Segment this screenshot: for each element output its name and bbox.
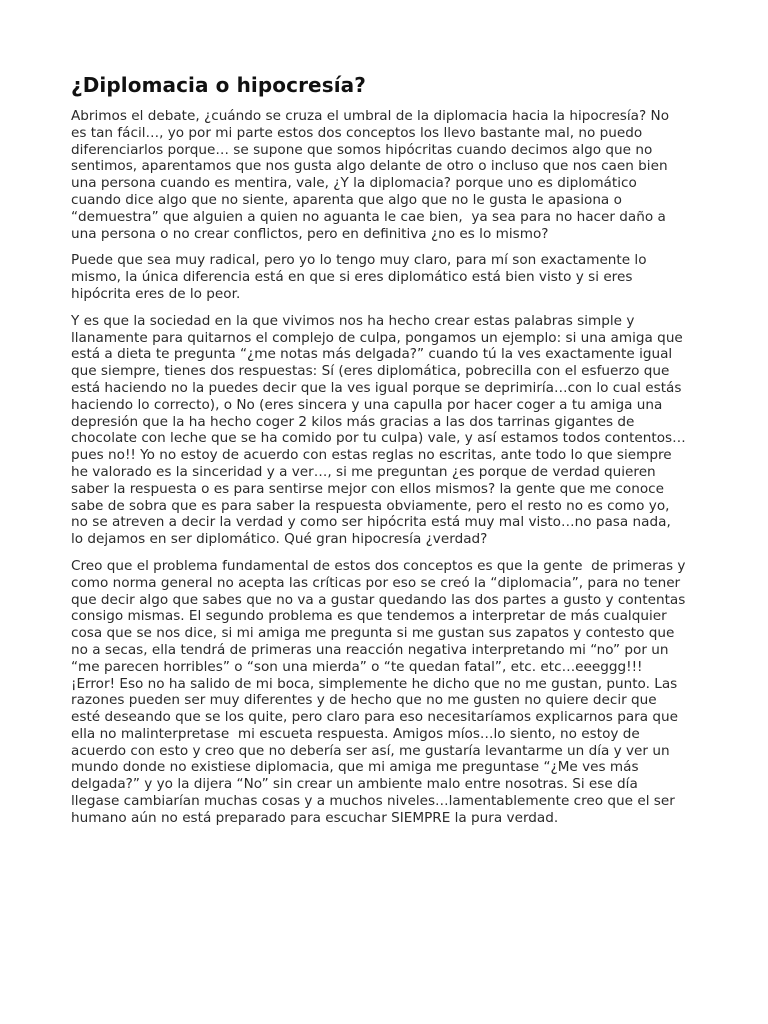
text-line: pues no!! Yo no estoy de acuerdo con estas reglas no escritas, ante todo lo que siempre <box>71 447 672 464</box>
text-line: depresión que la ha hecho coger 2 kilos más gracias a las dos tarrinas gigantes de <box>71 413 635 430</box>
text-line: está haciendo no la puedes decir que la ves igual porque se deprimiría…con lo cual estás <box>71 379 682 396</box>
text-line: una persona cuando es mentira, vale, ¿Y la diplomacia? porque uno es diplomático <box>71 175 637 192</box>
text-line: cosa que se nos dice, si mi amiga me pregunta si me gustan sus zapatos y contesto que <box>71 625 675 642</box>
text-line: mismo, la única diferencia está en que si eres diplomático está bien visto y si eres <box>71 269 633 286</box>
text-line: hipócrita eres de lo peor. <box>71 285 241 302</box>
text-line: sentimos, aparentamos que nos gusta algo delante de otro o incluso que nos caen bien <box>71 158 668 175</box>
text-line: sabe de sobra que es para saber la respuesta obviamente, pero el resto no es como yo, <box>71 497 670 514</box>
text-line: Y es que la sociedad en la que vivimos nos ha hecho crear estas palabras simple y <box>71 312 635 329</box>
text-line: haciendo lo correcto), o No (eres sincera y una capulla por hacer coger a tu amiga una <box>71 396 663 413</box>
text-line: “demuestra” que alguien a quien no aguanta le cae bien, ya sea para no hacer daño a <box>71 208 666 225</box>
text-line: he valorado es la sinceridad y a ver…, si me preguntan ¿es porque de verdad quieren <box>71 463 656 480</box>
text-line: ella no malinterpretase mi escueta respuesta. Amigos míos…lo siento, no estoy de <box>71 725 640 742</box>
text-line: diferenciarlos porque… se supone que somos hipócritas cuando decimos algo que no <box>71 141 653 158</box>
text-line: es tan fácil…, yo por mi parte estos dos conceptos los llevo bastante mal, no puedo <box>71 124 643 141</box>
text-line: “me parecen horribles” o “son una mierda” o “te quedan fatal”, etc. etc…eeeggg!!! <box>71 658 643 675</box>
paragraph-2 <box>71 252 708 302</box>
text-line: chocolate con leche que se ha comido por tu culpa) vale, y así estamos todos contentos… <box>71 430 686 447</box>
text-line: que siempre, tienes dos respuestas: Sí (eres diplomática, pobrecilla con el esfuerzo que <box>71 363 670 380</box>
text-line: cuando dice algo que no siente, aparenta que algo que no le gusta le apasiona o <box>71 191 622 208</box>
text-line: no a secas, ella tendrá de primeras una reacción negativa interpretando mi “no” por un <box>71 641 669 658</box>
paragraph-4 <box>71 558 708 827</box>
document-title: ¿Diplomacia o hipocresía? <box>71 73 366 97</box>
text-line: esté deseando que se los quite, pero claro para eso necesitaríamos explicarnos para que <box>71 709 679 726</box>
text-line: una persona o no crear conflictos, pero en definitiva ¿no es lo mismo? <box>71 225 549 242</box>
text-line: delgada?” y yo la dijera “No” sin crear un ambiente malo entre nosotras. Si ese día <box>71 776 638 793</box>
text-line: consigo mismas. El segundo problema es que tendemos a interpretar de más cualquier <box>71 608 667 625</box>
text-line: humano aún no está preparado para escuchar SIEMPRE la pura verdad. <box>71 809 559 826</box>
text-line: Creo que el problema fundamental de estos dos conceptos es que la gente de primeras y <box>71 557 686 574</box>
text-line: lo dejamos en ser diplomático. Qué gran hipocresía ¿verdad? <box>71 531 488 548</box>
text-line: llanamente para quitarnos el complejo de culpa, pongamos un ejemplo: si una amiga que <box>71 329 683 346</box>
text-line: acuerdo con esto y creo que no debería ser así, me gustaría levantarme un día y ver un <box>71 742 670 759</box>
paragraph-3 <box>71 313 708 548</box>
text-line: razones pueden ser muy diferentes y de hecho que no me gusten no quiere decir que <box>71 692 657 709</box>
text-line: saber la respuesta o es para sentirse mejor con ellos mismos? la gente que me conoce <box>71 480 664 497</box>
text-line: Puede que sea muy radical, pero yo lo tengo muy claro, para mí son exactamente lo <box>71 252 647 269</box>
text-line: mundo donde no existiese diplomacia, que mi amiga me preguntase “¿Me ves más <box>71 759 639 776</box>
paragraph-1 <box>71 108 708 242</box>
text-line: está a dieta te pregunta “¿me notas más delgada?” cuando tú la ves exactamente igual <box>71 346 673 363</box>
text-line: llegase cambiarían muchas cosas y a muchos niveles…lamentablemente creo que el ser <box>71 793 675 810</box>
text-line: como norma general no acepta las críticas por eso se creó la “diplomacia”, para no tener <box>71 574 681 591</box>
text-line: Abrimos el debate, ¿cuándo se cruza el umbral de la diplomacia hacia la hipocresía? No <box>71 108 670 124</box>
text-line: que decir algo que sabes que no va a gustar quedando las dos partes a gusto y contentas <box>71 591 686 608</box>
text-line: ¡Error! Eso no ha salido de mi boca, simplemente he dicho que no me gustan, punto. Las <box>71 675 678 692</box>
text-line: no se atreven a decir la verdad y como ser hipócrita está muy mal visto…no pasa nada, <box>71 514 671 531</box>
